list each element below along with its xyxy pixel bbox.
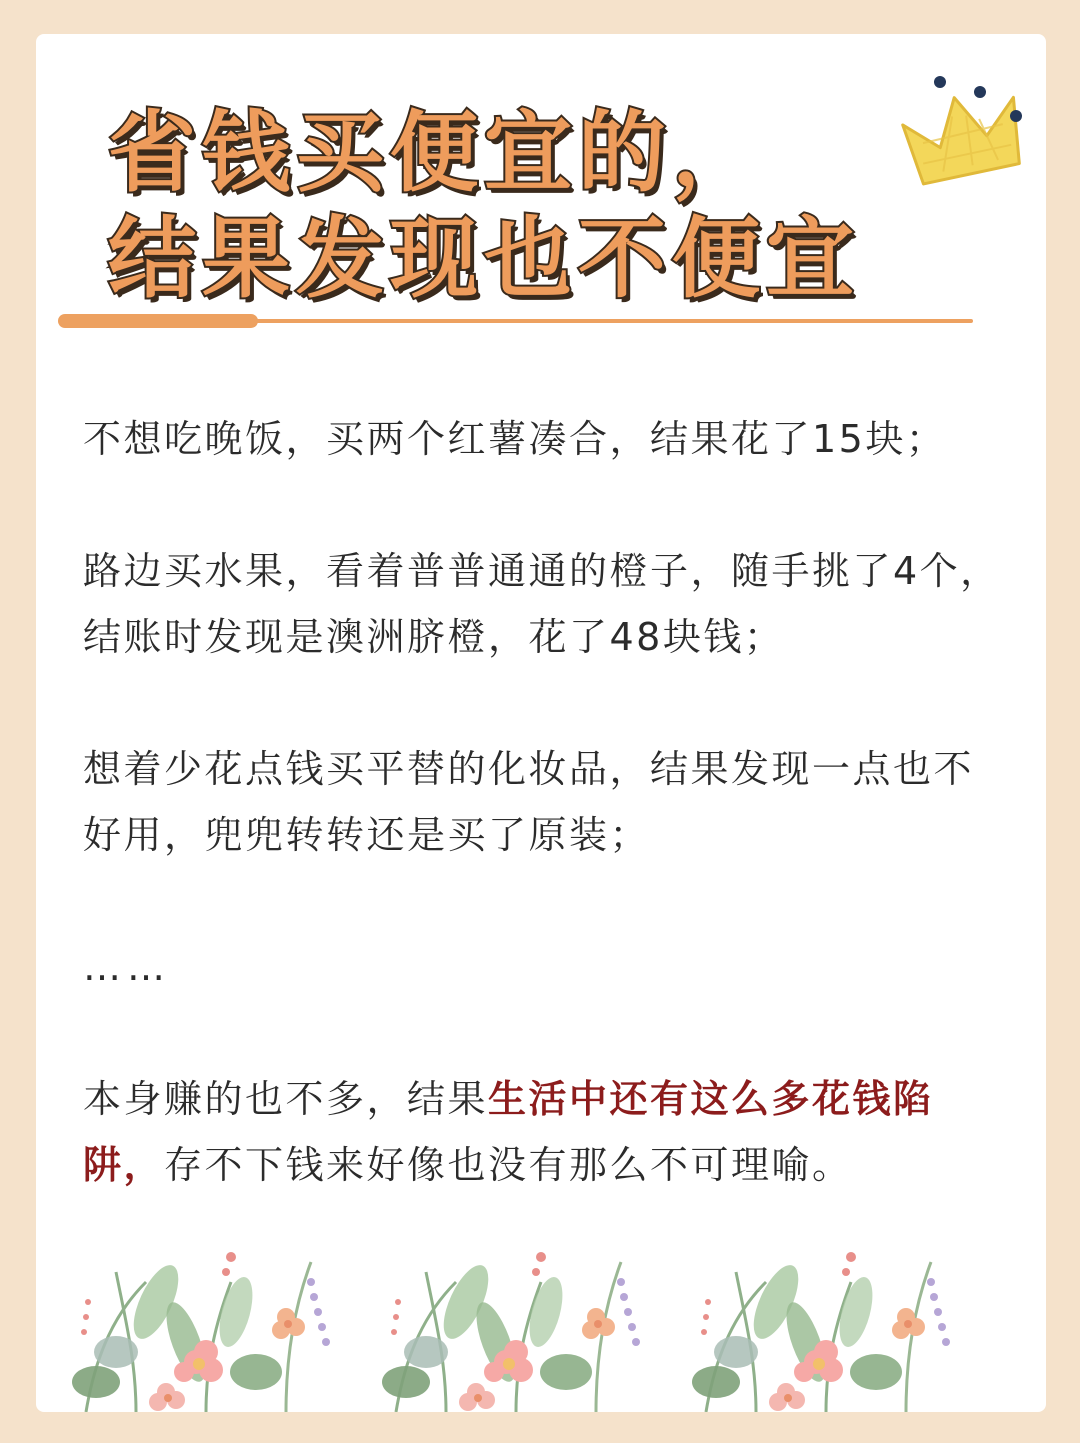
- card: [36, 34, 1046, 1412]
- title-line-2: 结果发现也不便宜: [108, 207, 861, 310]
- closing-text-start: 本身赚的也不多，结果: [83, 1077, 489, 1121]
- page-title: [108, 100, 860, 312]
- article-body: [83, 406, 1013, 1264]
- paragraph-ellipsis: ……: [83, 945, 171, 989]
- paragraph-1: 不想吃晚饭，买两个红薯凑合，结果花了15块；: [83, 417, 947, 461]
- title-divider: [58, 311, 973, 331]
- paragraph-closing: [83, 1066, 1013, 1198]
- closing-highlight: 生活中还有这么多花钱陷阱，: [83, 1077, 934, 1187]
- divider-accent: [58, 314, 258, 328]
- paragraph-3: 想着少花点钱买平替的化妆品，结果发现一点也不好用，兜兜转转还是买了原装；: [83, 747, 975, 857]
- paragraph-2: 路边买水果，看着普普通通的橙子，随手挑了4个，结账时发现是澳洲脐橙，花了48块钱；: [83, 549, 1001, 659]
- flower-border: [36, 1242, 1046, 1412]
- crown-icon: [896, 54, 1036, 194]
- closing-text-end: 存不下钱来好像也没有那么不可理喻。: [164, 1143, 853, 1187]
- title-line-1: 省钱买便宜的，: [108, 101, 767, 204]
